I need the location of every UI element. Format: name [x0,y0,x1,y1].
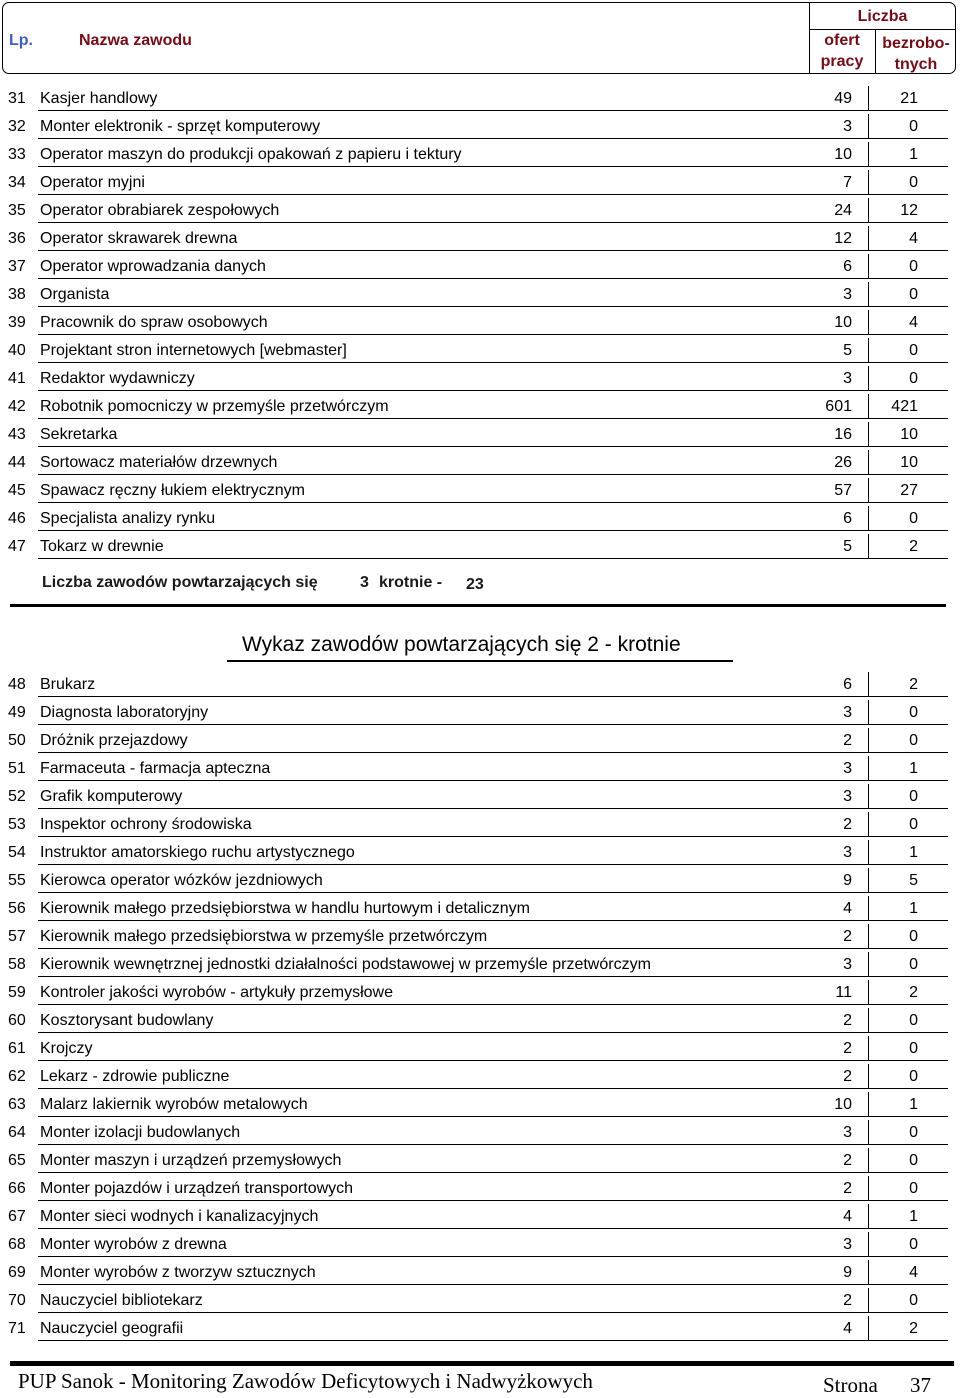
job-offers-count: 9 [843,1264,852,1281]
header-divider [809,29,956,30]
job-offers-count: 3 [843,956,852,973]
column-separator [868,1092,869,1116]
table-row [0,1201,960,1229]
table-row [0,893,960,921]
occupation-name: Monter izolacji budowlanych [40,1124,241,1141]
occupation-name: Kontroler jakości wyrobów - artykuły przemysłowe [40,984,393,1001]
occupation-name: Projektant stron internetowych [webmaster] [40,342,347,359]
footer-page-number: 37 [910,1373,931,1397]
row-number: 36 [8,230,26,247]
unemployed-count: 0 [909,732,918,749]
column-separator [868,1288,869,1312]
occupation-name: Kosztorysant budowlany [40,1012,214,1029]
unemployed-count: 421 [891,398,918,415]
job-offers-count: 6 [843,676,852,693]
job-offers-count: 10 [834,314,852,331]
row-number: 60 [8,1012,26,1029]
occupation-name: Nauczyciel geografii [40,1320,184,1337]
footer-page-label: Strona [823,1373,878,1397]
unemployed-count: 21 [900,90,918,107]
job-offers-count: 7 [843,174,852,191]
occupation-name: Operator myjni [40,174,145,191]
occupation-name: Kierownik wewnętrznej jednostki działalności podstawowej w przemyśle przetwórczym [40,956,651,973]
row-number: 68 [8,1236,26,1253]
header-liczba: Liczba [857,8,908,25]
job-offers-count: 2 [843,1292,852,1309]
job-offers-count: 11 [835,984,852,1001]
table-row [0,307,960,335]
unemployed-count: 1 [909,760,918,777]
section-title-underline [227,660,733,662]
table-row [0,1173,960,1201]
table-row [0,83,960,111]
table-row [0,419,960,447]
column-separator [868,282,869,306]
header-lp: Lp. [9,32,33,49]
unemployed-count: 1 [909,146,918,163]
row-number: 69 [8,1264,26,1281]
occupation-name: Monter maszyn i urządzeń przemysłowych [40,1152,342,1169]
column-separator [868,1036,869,1060]
summary-krotnie: krotnie - [379,574,443,591]
occupation-name: Sekretarka [40,426,118,443]
column-separator [868,1008,869,1032]
job-offers-count: 49 [834,90,852,107]
row-number: 47 [8,538,26,555]
occupation-name: Krojczy [40,1040,93,1057]
row-number: 67 [8,1208,26,1225]
column-separator [868,980,869,1004]
column-separator [868,338,869,362]
unemployed-count: 1 [909,1208,918,1225]
row-number: 44 [8,454,26,471]
table-row [0,363,960,391]
table-row [0,725,960,753]
column-separator [868,1316,869,1340]
job-offers-count: 9 [843,872,852,889]
occupation-name: Organista [40,286,110,303]
job-offers-count: 24 [834,202,852,219]
job-offers-count: 2 [843,1152,852,1169]
row-number: 39 [8,314,26,331]
table-row [0,195,960,223]
row-number: 31 [8,90,26,107]
job-offers-count: 57 [834,482,852,499]
unemployed-count: 0 [909,510,918,527]
occupation-name: Monter pojazdów i urządzeń transportowych [40,1180,354,1197]
occupation-name: Monter wyrobów z drewna [40,1236,227,1253]
table-row [0,279,960,307]
column-separator [868,1232,869,1256]
row-number: 41 [8,370,26,387]
table-row [0,1005,960,1033]
job-offers-count: 2 [843,1012,852,1029]
column-separator [868,366,869,390]
row-number: 32 [8,118,26,135]
table-row [0,865,960,893]
unemployed-count: 10 [900,454,918,471]
unemployed-count: 1 [909,900,918,917]
column-separator [868,534,869,558]
row-number: 64 [8,1124,26,1141]
job-offers-count: 2 [843,732,852,749]
row-number: 62 [8,1068,26,1085]
column-separator [868,254,869,278]
occupation-name: Tokarz w drewnie [40,538,164,555]
row-number: 57 [8,928,26,945]
column-separator [868,672,869,696]
unemployed-count: 2 [909,676,918,693]
table-row [0,531,960,559]
row-number: 45 [8,482,26,499]
column-separator [868,422,869,446]
job-offers-count: 2 [843,1180,852,1197]
table-row [0,111,960,139]
row-number: 38 [8,286,26,303]
table-row [0,1257,960,1285]
occupation-name: Kierownik małego przedsiębiorstwa w handlu hurtowym i detalicznym [40,900,530,917]
table-row [0,781,960,809]
job-offers-count: 6 [843,258,852,275]
unemployed-count: 0 [909,788,918,805]
unemployed-count: 0 [909,1124,918,1141]
row-number: 70 [8,1292,26,1309]
table-row [0,1145,960,1173]
unemployed-count: 0 [909,1068,918,1085]
column-separator [868,924,869,948]
row-number: 59 [8,984,26,1001]
table-row [0,475,960,503]
occupation-name: Malarz lakiernik wyrobów metalowych [40,1096,308,1113]
table-row [0,753,960,781]
row-number: 34 [8,174,26,191]
occupation-name: Operator wprowadzania danych [40,258,266,275]
column-separator [868,1120,869,1144]
table-row [0,669,960,697]
unemployed-count: 0 [909,118,918,135]
row-number: 35 [8,202,26,219]
unemployed-count: 0 [909,286,918,303]
job-offers-count: 26 [834,454,852,471]
unemployed-count: 0 [909,1012,918,1029]
job-offers-count: 3 [843,118,852,135]
row-number: 50 [8,732,26,749]
occupation-name: Operator skrawarek drewna [40,230,238,247]
job-offers-count: 2 [843,928,852,945]
row-number: 43 [8,426,26,443]
row-number: 49 [8,704,26,721]
job-offers-count: 5 [843,342,852,359]
occupation-name: Redaktor wydawniczy [40,370,195,387]
row-number: 71 [8,1320,26,1337]
job-offers-count: 3 [843,1124,852,1141]
table-row [0,1313,960,1341]
unemployed-count: 4 [909,230,918,247]
job-offers-count: 2 [843,1040,852,1057]
row-number: 52 [8,788,26,805]
unemployed-count: 5 [909,872,918,889]
row-number: 56 [8,900,26,917]
column-separator [868,784,869,808]
section-title: Wykaz zawodów powtarzających się 2 - krotnie [242,633,681,656]
column-separator [868,1148,869,1172]
occupation-name: Monter elektronik - sprzęt komputerowy [40,118,321,135]
job-offers-count: 3 [843,704,852,721]
column-separator [868,840,869,864]
unemployed-count: 0 [909,704,918,721]
occupation-name: Grafik komputerowy [40,788,183,805]
column-separator [868,170,869,194]
column-separator [868,1064,869,1088]
row-number: 65 [8,1152,26,1169]
column-separator [868,142,869,166]
job-offers-count: 3 [843,370,852,387]
row-underline [38,1340,948,1341]
row-number: 58 [8,956,26,973]
unemployed-count: 2 [909,538,918,555]
column-separator [868,896,869,920]
row-number: 54 [8,844,26,861]
row-number: 63 [8,1096,26,1113]
job-offers-count: 12 [834,230,852,247]
table-row [0,503,960,531]
column-separator [868,756,869,780]
job-offers-count: 3 [843,788,852,805]
table-row [0,251,960,279]
job-offers-count: 3 [843,844,852,861]
row-number: 61 [8,1040,26,1057]
table-row [0,139,960,167]
column-separator [868,86,869,110]
table-row [0,391,960,419]
occupation-name: Brukarz [40,676,96,693]
summary-count: 23 [466,576,484,593]
job-offers-count: 4 [843,1320,852,1337]
table-row [0,167,960,195]
column-separator [868,478,869,502]
column-separator [868,198,869,222]
table-row [0,697,960,725]
row-number: 40 [8,342,26,359]
column-separator [868,114,869,138]
occupation-name: Inspektor ochrony środowiska [40,816,252,833]
unemployed-count: 12 [900,202,918,219]
table-row [0,447,960,475]
job-offers-count: 3 [843,760,852,777]
unemployed-count: 2 [909,984,918,1001]
table-row [0,1033,960,1061]
table-row [0,1229,960,1257]
table-row [0,921,960,949]
table-row [0,1089,960,1117]
header-tnych: tnych [894,56,938,73]
column-separator [868,812,869,836]
column-separator [868,394,869,418]
column-separator [868,1176,869,1200]
job-offers-count: 10 [834,146,852,163]
header-nazwa-zawodu: Nazwa zawodu [79,32,192,49]
summary-times: 3 [360,574,369,591]
job-offers-count: 601 [825,398,852,415]
column-separator [868,226,869,250]
column-separator [868,450,869,474]
summary-label: Liczba zawodów powtarzających się [42,574,318,591]
table-row [0,837,960,865]
footer-rule [10,1361,954,1366]
occupation-name: Dróżnik przejazdowy [40,732,188,749]
table-row [0,223,960,251]
column-separator [868,310,869,334]
unemployed-count: 0 [909,1040,918,1057]
unemployed-count: 0 [909,342,918,359]
occupation-name: Operator maszyn do produkcji opakowań z papieru i tektury [40,146,462,163]
row-number: 46 [8,510,26,527]
row-number: 66 [8,1180,26,1197]
unemployed-count: 0 [909,1292,918,1309]
column-separator [868,1260,869,1284]
row-number: 53 [8,816,26,833]
occupation-name: Nauczyciel bibliotekarz [40,1292,203,1309]
table-row [0,949,960,977]
occupation-name: Kierownik małego przedsiębiorstwa w przemyśle przetwórczym [40,928,488,945]
section-divider [10,604,946,607]
occupation-name: Lekarz - zdrowie publiczne [40,1068,230,1085]
occupation-name: Pracownik do spraw osobowych [40,314,268,331]
header-ofert: ofert [824,32,860,49]
occupation-name: Kierowca operator wózków jezdniowych [40,872,323,889]
column-separator [868,1204,869,1228]
header-pracy: pracy [820,53,864,70]
unemployed-count: 0 [909,816,918,833]
unemployed-count: 0 [909,1152,918,1169]
unemployed-count: 0 [909,928,918,945]
unemployed-count: 0 [909,1180,918,1197]
unemployed-count: 10 [900,426,918,443]
occupation-name: Diagnosta laboratoryjny [40,704,209,721]
column-separator [868,952,869,976]
unemployed-count: 0 [909,956,918,973]
column-separator [868,506,869,530]
unemployed-count: 27 [900,482,918,499]
unemployed-count: 1 [909,1096,918,1113]
occupation-name: Farmaceuta - farmacja apteczna [40,760,271,777]
column-separator [868,868,869,892]
unemployed-count: 1 [909,844,918,861]
column-separator [868,700,869,724]
job-offers-count: 3 [843,286,852,303]
table-row [0,335,960,363]
job-offers-count: 16 [834,426,852,443]
table-row [0,1117,960,1145]
occupation-name: Specjalista analizy rynku [40,510,216,527]
occupation-name: Operator obrabiarek zespołowych [40,202,280,219]
job-offers-count: 10 [834,1096,852,1113]
occupation-name: Robotnik pomocniczy w przemyśle przetwórczym [40,398,389,415]
job-offers-count: 5 [843,538,852,555]
unemployed-count: 0 [909,370,918,387]
row-number: 48 [8,676,26,693]
table-header [2,2,956,74]
row-number: 42 [8,398,26,415]
row-number: 55 [8,872,26,889]
row-number: 37 [8,258,26,275]
table-row [0,977,960,1005]
job-offers-count: 3 [843,1236,852,1253]
job-offers-count: 4 [843,1208,852,1225]
row-number: 51 [8,760,26,777]
occupation-name: Spawacz ręczny łukiem elektrycznym [40,482,305,499]
job-offers-count: 2 [843,816,852,833]
table-row [0,809,960,837]
unemployed-count: 2 [909,1320,918,1337]
table-row [0,1061,960,1089]
job-offers-count: 2 [843,1068,852,1085]
unemployed-count: 0 [909,174,918,191]
header-bezrobo: bezrobo- [882,35,950,52]
occupation-name: Instruktor amatorskiego ruchu artystycznego [40,844,355,861]
unemployed-count: 4 [909,314,918,331]
column-separator [868,728,869,752]
occupation-name: Kasjer handlowy [40,90,158,107]
job-offers-count: 6 [843,510,852,527]
row-number: 33 [8,146,26,163]
row-underline [38,558,948,559]
job-offers-count: 4 [843,900,852,917]
unemployed-count: 0 [909,258,918,275]
unemployed-count: 0 [909,1236,918,1253]
occupation-name: Sortowacz materiałów drzewnych [40,454,278,471]
unemployed-count: 4 [909,1264,918,1281]
footer-title: PUP Sanok - Monitoring Zawodów Deficytowych i Nadwyżkowych [18,1369,593,1393]
occupation-name: Monter wyrobów z tworzyw sztucznych [40,1264,316,1281]
occupation-name: Monter sieci wodnych i kanalizacyjnych [40,1208,319,1225]
table-row [0,1285,960,1313]
